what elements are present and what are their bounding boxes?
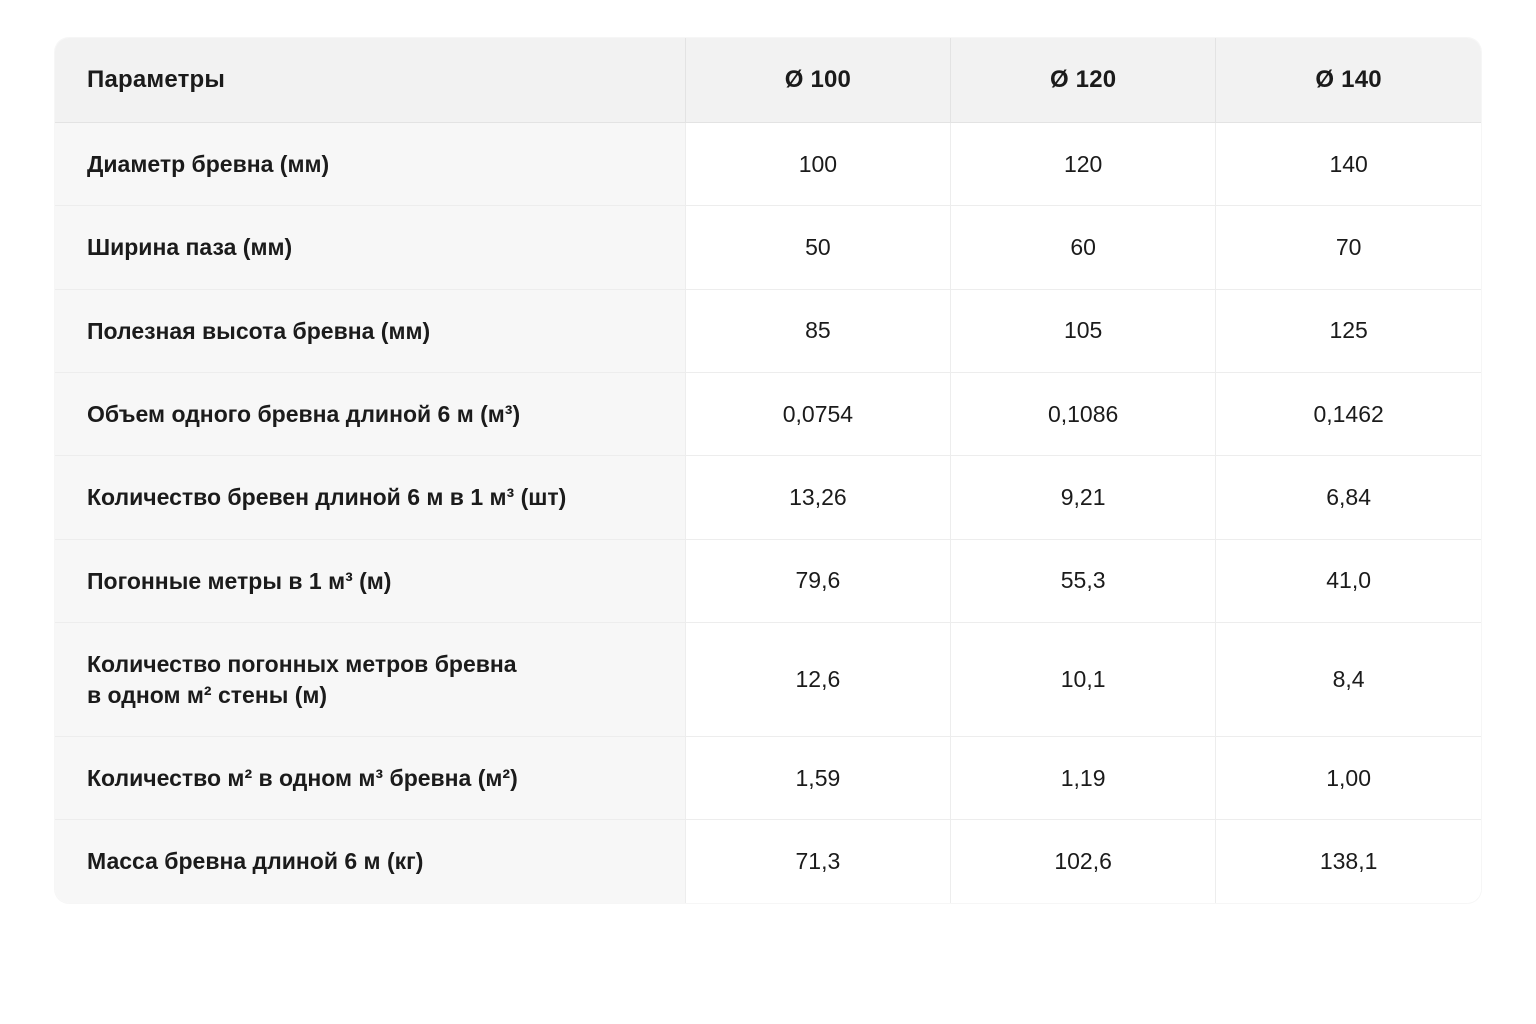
row-label bbox=[55, 456, 685, 539]
table-row bbox=[55, 820, 1481, 903]
cell-d120: 60 bbox=[951, 206, 1216, 289]
cell-d140: 0,1462 bbox=[1216, 373, 1481, 456]
cell-d100: 12,6 bbox=[685, 623, 950, 737]
cell-d100: 13,26 bbox=[685, 456, 950, 539]
specification-table bbox=[55, 38, 1481, 903]
specification-table-card bbox=[55, 38, 1481, 903]
cell-d100: 50 bbox=[685, 206, 950, 289]
cell-d120: 1,19 bbox=[951, 736, 1216, 819]
row-label-line: Количество м² в одном м³ бревна (м²) bbox=[87, 764, 518, 791]
cell-d140: 70 bbox=[1216, 206, 1481, 289]
table-row bbox=[55, 373, 1481, 456]
row-label bbox=[55, 373, 685, 456]
cell-d120: 0,1086 bbox=[951, 373, 1216, 456]
row-label bbox=[55, 206, 685, 289]
cell-d140: 140 bbox=[1216, 123, 1481, 206]
cell-d140: 1,00 bbox=[1216, 736, 1481, 819]
cell-d100: 0,0754 bbox=[685, 373, 950, 456]
row-label-line: Полезная высота бревна (мм) bbox=[87, 317, 431, 344]
table-header-row bbox=[55, 38, 1481, 123]
cell-d140: 8,4 bbox=[1216, 623, 1481, 737]
table-row bbox=[55, 539, 1481, 622]
cell-d120: 120 bbox=[951, 123, 1216, 206]
cell-d120: 55,3 bbox=[951, 539, 1216, 622]
cell-d100: 71,3 bbox=[685, 820, 950, 903]
row-label bbox=[55, 123, 685, 206]
row-label-line: Количество бревен длиной 6 м в 1 м³ (шт) bbox=[87, 484, 567, 511]
cell-d140: 125 bbox=[1216, 289, 1481, 372]
table-body bbox=[55, 123, 1481, 903]
cell-d100: 100 bbox=[685, 123, 950, 206]
column-header-d120: Ø 120 bbox=[951, 38, 1216, 123]
cell-d140: 6,84 bbox=[1216, 456, 1481, 539]
column-header-d140: Ø 140 bbox=[1216, 38, 1481, 123]
cell-d100: 79,6 bbox=[685, 539, 950, 622]
cell-d140: 138,1 bbox=[1216, 820, 1481, 903]
row-label-line-2: в одном м² стены (м) bbox=[87, 681, 328, 708]
cell-d120: 9,21 bbox=[951, 456, 1216, 539]
row-label bbox=[55, 623, 685, 737]
row-label bbox=[55, 736, 685, 819]
row-label-line: Объем одного бревна длиной 6 м (м³) bbox=[87, 401, 521, 428]
row-label bbox=[55, 289, 685, 372]
row-label bbox=[55, 820, 685, 903]
table-row bbox=[55, 289, 1481, 372]
row-label bbox=[55, 539, 685, 622]
row-label-line: Погонные метры в 1 м³ (м) bbox=[87, 567, 392, 594]
cell-d120: 10,1 bbox=[951, 623, 1216, 737]
row-label-line: Количество погонных метров бревна bbox=[87, 651, 517, 678]
column-header-parameters: Параметры bbox=[55, 38, 685, 123]
column-header-d100: Ø 100 bbox=[685, 38, 950, 123]
table-row bbox=[55, 456, 1481, 539]
cell-d100: 85 bbox=[685, 289, 950, 372]
table-header bbox=[55, 38, 1481, 123]
row-label-line: Диаметр бревна (мм) bbox=[87, 151, 330, 177]
cell-d120: 102,6 bbox=[951, 820, 1216, 903]
table-row bbox=[55, 123, 1481, 206]
table-row bbox=[55, 623, 1481, 737]
row-label-line: Ширина паза (мм) bbox=[87, 234, 293, 261]
table-row bbox=[55, 736, 1481, 819]
cell-d100: 1,59 bbox=[685, 736, 950, 819]
row-label-line: Масса бревна длиной 6 м (кг) bbox=[87, 848, 424, 875]
cell-d140: 41,0 bbox=[1216, 539, 1481, 622]
cell-d120: 105 bbox=[951, 289, 1216, 372]
table-row bbox=[55, 206, 1481, 289]
